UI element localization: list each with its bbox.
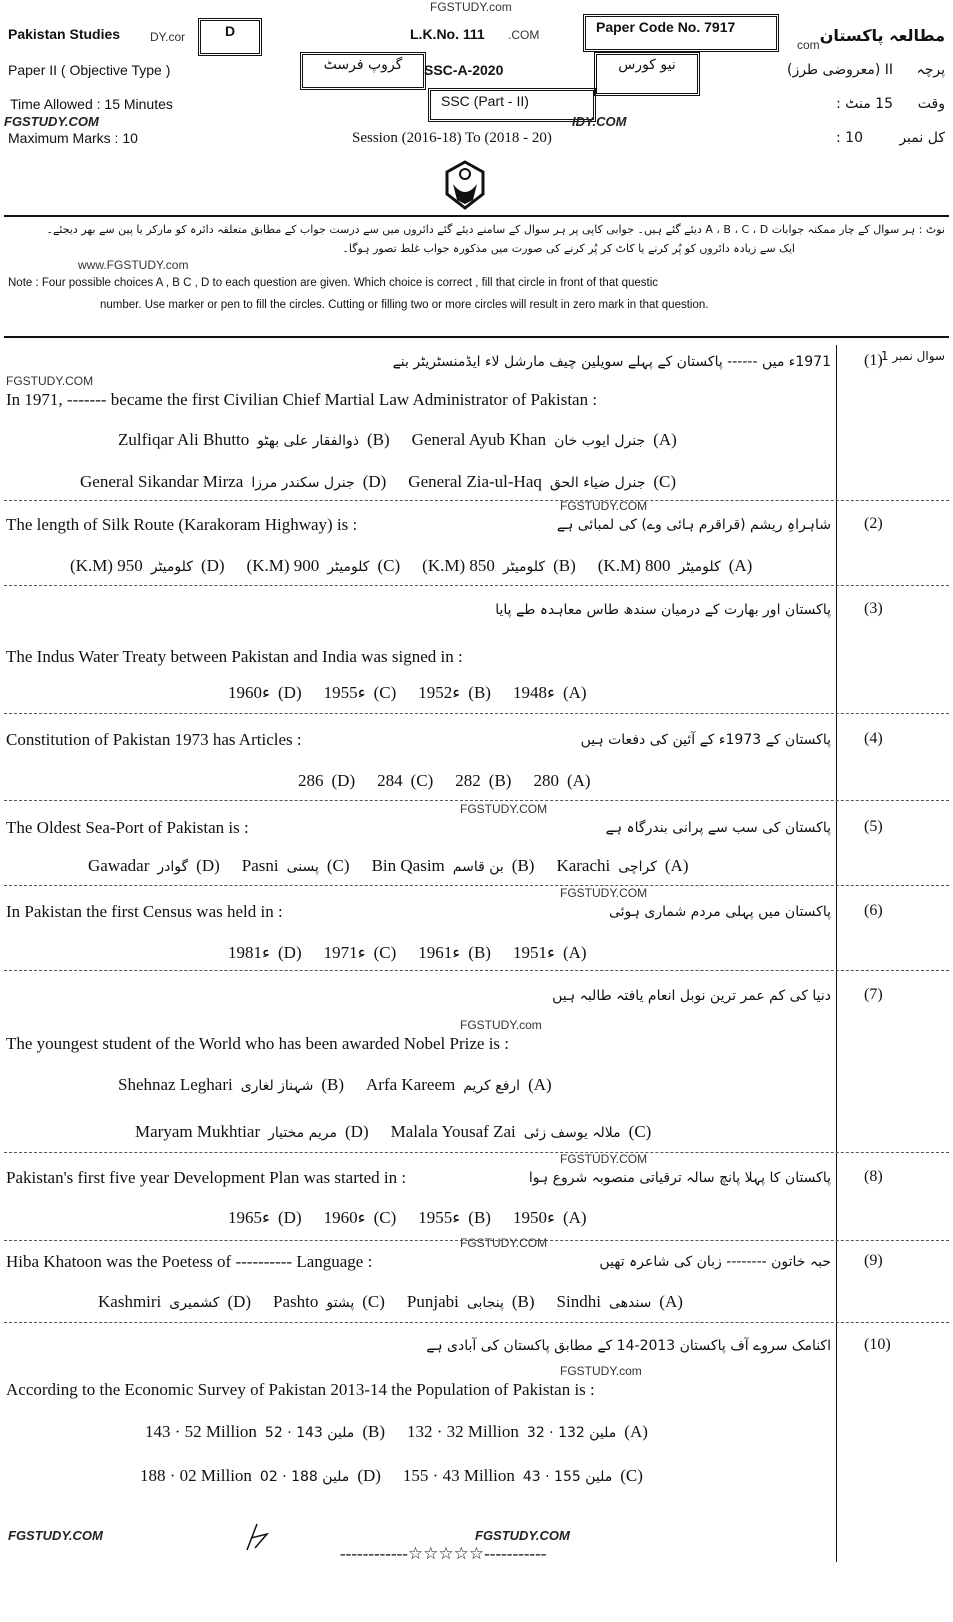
question-urdu: پاکستان کی سب سے پرانی بندرگاہ ہے [605,820,831,836]
question-number: (3) [864,600,883,617]
marks-urdu: 10 : [836,130,863,146]
option-row [228,1208,587,1228]
answer-option[interactable] [408,472,676,492]
option-english: 1950ء [512,1208,555,1227]
option-letter: (A) [653,430,677,449]
answer-option[interactable] [412,430,677,450]
answer-option[interactable] [366,1075,552,1095]
question-number: (4) [864,730,883,747]
question-urdu: 1971ء میں ------ پاکستان کے پہلے سویلین چیف مارشل لاء ایڈمنسٹریٹر بنے [392,354,831,370]
time-allowed-urdu: 15 منٹ : [836,96,893,112]
option-letter: (A) [659,1292,683,1311]
question-urdu: پاکستان میں پہلی مردم شماری ہوئی [608,904,831,920]
subject-title: Pakistan Studies [8,26,121,42]
answer-option[interactable] [418,683,491,703]
option-english: Sindhi [556,1292,601,1311]
option-urdu: کلومیٹر [327,559,370,575]
option-urdu: پسنی [286,859,319,875]
question-english: Constitution of Pakistan 1973 has Articles : [6,730,302,749]
question-1-label-urdu: سوال نمبر 1 [880,349,945,363]
option-letter: (D) [196,856,220,875]
option-english: 284 [377,771,403,790]
question-number: (8) [864,1168,883,1185]
option-row [228,943,587,963]
answer-option[interactable] [513,683,587,703]
watermark: com [797,38,820,52]
option-english: 155 · 43 Million [402,1466,515,1485]
option-english: Pashto [273,1292,319,1311]
option-english: (K.M) 900 [246,556,320,575]
option-row [135,1122,651,1142]
question-urdu: پاکستان کے 1973ء کے آئین کی دفعات ہیں [580,732,831,748]
option-english: (K.M) 800 [597,556,671,575]
option-letter: (D) [331,771,356,790]
option-row [140,1466,643,1486]
question-english: The length of Silk Route (Karakoram Highway) is : [6,515,358,534]
answer-option[interactable] [513,943,587,963]
question-english: Pakistan's first five year Development Plan was started in : [6,1168,407,1187]
option-english: 1960ء [323,1208,366,1227]
watermark: FGSTUDY.COM [460,1236,548,1250]
option-urdu: پنجابی [466,1295,504,1311]
option-english: 1981ء [228,943,270,962]
new-course-box: نیو کورس [594,52,700,96]
paper-label-urdu: پرچہ [916,62,945,78]
option-english: 1971ء [323,943,366,962]
question-english: The Indus Water Treaty between Pakistan and India was signed in : [6,647,463,666]
question-english: The Oldest Sea-Port of Pakistan is : [6,818,249,837]
option-letter: (B) [468,943,491,962]
answer-option[interactable] [80,472,386,492]
answer-option[interactable] [391,1122,652,1142]
option-letter: (A) [624,1422,648,1441]
divider [4,336,949,338]
question-divider [4,713,949,714]
time-label-urdu: وقت [917,96,945,112]
question-divider [4,585,949,586]
option-letter: (C) [326,856,350,875]
watermark: www.FGSTUDY.com [78,258,189,272]
question-urdu: پاکستان کا پہلا پانچ سالہ ترقیاتی منصوبہ شروع ہوا [528,1170,831,1186]
option-letter: (A) [528,1075,552,1094]
option-urdu: ملین 155 · 43 [522,1469,613,1485]
question-divider [4,885,949,886]
option-english: 1952ء [418,683,461,702]
option-letter: (B) [362,1422,385,1441]
option-english: 280 [533,771,559,790]
option-letter: (D) [362,472,387,491]
note-english-line2: number. Use marker or pen to fill the circles. Cutting or filling two or more circles will result in zero mark in that question. [100,299,709,311]
option-letter: (B) [511,1292,535,1311]
paper-type-urdu: II (معروضی طرز) [786,62,893,78]
question-english: In Pakistan the first Census was held in : [6,902,283,921]
option-letter: (C) [628,1122,652,1141]
option-english: Kashmiri [98,1292,162,1311]
option-english: 1955ء [418,1208,461,1227]
answer-option[interactable] [513,1208,587,1228]
option-english: 282 [455,771,481,790]
marks-label-urdu: کل نمبر [899,130,945,146]
option-english: Punjabi [406,1292,459,1311]
option-english: Pasni [241,856,279,875]
paper-letter-box: D [198,18,262,56]
watermark: FGSTUDY.COM [560,1152,648,1166]
option-letter: (A) [562,1208,587,1227]
option-urdu: ارفع کریم [463,1078,521,1094]
option-letter: (A) [566,771,591,790]
option-urdu: بن قاسم [452,859,504,875]
watermark: FGSTUDY.COM [475,1528,570,1543]
option-urdu: جنرل سکندر مرزا [251,475,355,491]
option-english: 143 · 52 Million [145,1422,257,1441]
time-allowed: Time Allowed : 15 Minutes [10,96,173,112]
answer-option[interactable] [422,556,576,576]
option-urdu: ملالہ یوسف زئی [523,1125,621,1141]
maximum-marks: Maximum Marks : 10 [8,130,138,146]
answer-option[interactable] [298,771,355,791]
option-urdu: کراچی [618,859,657,875]
part-box: SSC (Part - II) [428,88,596,122]
option-english: Bin Qasim [371,856,445,875]
option-english: 286 [298,771,324,790]
answer-option[interactable] [98,1292,251,1312]
answer-option[interactable] [407,1422,648,1442]
option-english: General Ayub Khan [411,430,547,449]
answer-option[interactable] [228,683,302,703]
answer-option[interactable] [135,1122,369,1142]
session: Session (2016-18) To (2018 - 20) [352,130,552,146]
option-letter: (C) [410,771,434,790]
option-row [145,1422,648,1442]
watermark: IDY.COM [572,114,627,129]
option-letter: (D) [278,1208,302,1227]
option-row [118,1075,552,1095]
question-number: (2) [864,515,883,532]
option-urdu: سندھی [608,1295,652,1311]
option-english: 1960ء [228,683,270,702]
option-english: (K.M) 850 [422,556,495,575]
answer-option[interactable] [324,943,397,963]
lk-number: L.K.No. 111 [410,26,485,42]
option-urdu: کلومیٹر [678,559,721,575]
watermark: FGSTUDY.COM [8,1528,103,1543]
question-english: Hiba Khatoon was the Poetess of ---------- Language : [6,1252,373,1271]
option-english: Shehnaz Leghari [118,1075,233,1094]
option-row [88,856,688,876]
option-letter: (D) [200,556,225,575]
note-english-line1: Note : Four possible choices A , B C , D to each question are given. Which choice is correct , fill that circle in front of that questic [8,277,659,289]
option-letter: (C) [362,1292,385,1311]
board-seal-icon [443,160,487,210]
option-urdu: جنرل ضیاء الحق [549,475,646,491]
watermark: FGSTUDY.COM [460,802,548,816]
end-stars: ------------☆☆☆☆☆----------- [340,1544,547,1563]
group-box: گروپ فرسٹ [300,52,426,90]
option-urdu: ملین 143 · 52 [264,1425,355,1441]
answer-option[interactable] [242,856,350,876]
question-number: (10) [864,1336,891,1353]
subject-title-urdu: مطالعہ پاکستان [819,26,945,45]
answer-option[interactable] [273,1292,385,1312]
option-row [228,683,587,703]
watermark-top: FGSTUDY.com [430,0,512,14]
option-urdu: ذوالفقار علی بھٹو [257,433,359,449]
option-english: 1955ء [323,683,366,702]
option-english: Arfa Kareem [366,1075,456,1094]
answer-option[interactable] [70,556,225,576]
option-letter: (B) [468,1208,491,1227]
watermark: FGSTUDY.com [460,1018,542,1032]
answer-option[interactable] [372,856,535,876]
option-letter: (C) [373,943,397,962]
option-letter: (B) [511,856,535,875]
watermark: FGSTUDY.COM [560,499,648,513]
option-english: 1961ء [418,943,461,962]
question-divider [4,800,949,801]
answer-option[interactable] [118,1075,344,1095]
answer-option[interactable] [557,1292,683,1312]
answer-option[interactable] [418,943,491,963]
option-urdu: مریم مختیار [268,1125,338,1141]
option-english: Maryam Mukhtiar [135,1122,261,1141]
option-letter: (A) [664,856,689,875]
option-english: Gawadar [88,856,150,875]
answer-option[interactable] [324,683,397,703]
question-divider [4,970,949,971]
option-letter: (B) [367,430,390,449]
option-letter: (A) [562,943,587,962]
question-number: (5) [864,818,883,835]
option-english: General Sikandar Mirza [80,472,244,491]
option-letter: (A) [562,683,587,702]
note-urdu-line1: نوٹ : ہر سوال کے چار ممکنہ جوابات A ، B ، C ، D دیئے گئے ہیں۔ جوابی کاپی پر ہر سوال کے سامنے دیئے گئے دائروں میں سے درست جواب کے مطابق متعلقہ دائرہ کو مارکر یا پین سے بھر دیجئے۔ [46,223,945,236]
paper-type: Paper II ( Objective Type ) [8,62,171,78]
option-english: 188 · 02 Million [140,1466,252,1485]
watermark: DY.cor [150,30,186,44]
question-urdu: حبہ خاتون -------- زبان کی شاعرہ تھیں [599,1254,831,1270]
watermark: FGSTUDY.COM [4,114,99,129]
option-urdu: شہناز لغاری [240,1078,314,1094]
option-english: (K.M) 950 [70,556,143,575]
answer-option[interactable] [88,856,220,876]
answer-option[interactable] [556,856,688,876]
option-letter: (D) [278,943,302,962]
option-english: 132 · 32 Million [406,1422,519,1441]
question-urdu: اکنامک سروے آف پاکستان 2013-14 کے مطابق پاکستان کی آبادی ہے [426,1338,831,1354]
option-row [70,556,752,576]
option-urdu: کشمیری [169,1295,220,1311]
option-urdu: گوادر [157,859,189,875]
answer-option[interactable] [228,943,302,963]
question-number: (7) [864,986,883,1003]
option-letter: (D) [227,1292,252,1311]
option-english: Malala Yousaf Zai [390,1122,516,1141]
watermark: FGSTUDY.COM [560,886,648,900]
option-row [298,771,591,791]
question-number: (1) [864,352,883,369]
answer-option[interactable] [247,556,401,576]
answer-option[interactable] [145,1422,385,1442]
answer-option[interactable] [118,430,390,450]
question-divider [4,500,949,501]
option-english: 1948ء [512,683,555,702]
answer-option[interactable] [377,771,433,791]
question-urdu: شاہراہِ ریشم (قراقرم ہائی وے) کی لمبائی ہے [556,517,831,533]
watermark: FGSTUDY.com [560,1364,642,1378]
option-letter: (C) [620,1466,643,1485]
option-letter: (B) [553,556,576,575]
option-letter: (B) [488,771,512,790]
option-letter: (C) [373,1208,397,1227]
option-english: General Zia-ul-Haq [408,472,542,491]
question-urdu: دنیا کی کم عمر ترین نوبل انعام یافتہ طالبہ ہیں [552,988,831,1004]
option-letter: (D) [278,683,302,702]
answer-option[interactable] [324,1208,397,1228]
option-letter: (C) [377,556,401,575]
option-urdu: کلومیٹر [502,559,546,575]
option-urdu: جنرل ایوب خان [554,433,646,449]
option-letter: (C) [653,472,677,491]
answer-option[interactable] [403,1466,643,1486]
option-letter: (B) [321,1075,345,1094]
option-english: 1965ء [228,1208,270,1227]
option-english: Zulfiqar Ali Bhutto [118,430,250,449]
answer-option[interactable] [407,1292,535,1312]
option-urdu: ملین 188 · 02 [259,1469,350,1485]
option-english: Karachi [556,856,611,875]
option-english: 1951ء [512,943,555,962]
instructions-note [8,220,945,316]
note-urdu-line2: ایک سے زیادہ دائروں کو پُر کرنے یا کاٹ کر پُر کرنے کی صورت میں مذکورہ جواب غلط تصور ہوگا۔ [342,242,795,255]
exam-code: SSC-A-2020 [424,62,504,78]
answer-option[interactable] [533,771,590,791]
option-urdu: کلومیٹر [150,559,193,575]
divider [4,215,949,217]
option-letter: (D) [357,1466,381,1485]
signature-icon [243,1520,271,1554]
option-letter: (D) [345,1122,369,1141]
answer-option[interactable] [418,1208,491,1228]
question-english: In 1971, ------- became the first Civilian Chief Martial Law Administrator of Pakistan : [6,390,598,409]
answer-option[interactable] [598,556,753,576]
question-urdu: پاکستان اور بھارت کے درمیان سندھ طاس معاہدہ طے پایا [495,602,831,618]
column-divider [836,345,837,1562]
watermark: FGSTUDY.COM [6,374,94,388]
option-letter: (C) [373,683,397,702]
option-urdu: ملین 132 · 32 [526,1425,617,1441]
option-letter: (A) [728,556,753,575]
answer-option[interactable] [140,1466,381,1486]
question-divider [4,1152,949,1153]
option-row [118,430,677,450]
question-english: According to the Economic Survey of Pakistan 2013-14 the Population of Pakistan is : [6,1380,595,1399]
option-urdu: پشتو [326,1295,355,1311]
question-number: (6) [864,902,883,919]
question-number: (9) [864,1252,883,1269]
question-english: The youngest student of the World who has been awarded Nobel Prize is : [6,1034,510,1053]
option-letter: (B) [468,683,491,702]
option-row [98,1292,683,1312]
answer-option[interactable] [455,771,511,791]
paper-code-box: Paper Code No. 7917 [583,14,779,52]
option-row [80,472,676,492]
question-divider [4,1322,949,1323]
watermark: .COM [508,28,540,42]
answer-option[interactable] [228,1208,302,1228]
